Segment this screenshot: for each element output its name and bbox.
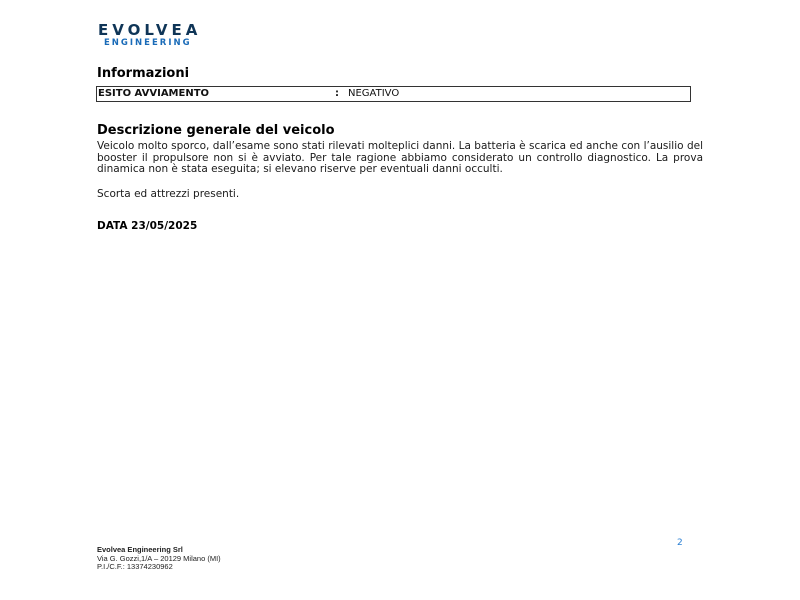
logo-subtitle: ENGINEERING: [104, 38, 192, 48]
page-number: 2: [677, 538, 683, 548]
info-value: NEGATIVO: [348, 88, 400, 99]
description-note: Scorta ed attrezzi presenti.: [97, 188, 240, 200]
description-section-title: Descrizione generale del veicolo: [97, 123, 335, 138]
footer: [97, 546, 221, 572]
footer-vat: P.I./C.F.: 13374230962: [97, 562, 173, 572]
company-logo: [98, 22, 222, 48]
description-paragraph: Veicolo molto sporco, dall’esame sono stati rilevati molteplici danni. La batteria è scarica ed anche con l’ausilio del booster il propulsore non si è avviato. Per tale ragione abbiamo considerato un controllo diagnostico. La prova dinamica non è stata eseguita; si elevano riserve per eventuali danni occulti.: [97, 140, 703, 176]
info-label: ESITO AVVIAMENTO: [98, 88, 210, 99]
report-date: DATA 23/05/2025: [97, 220, 198, 232]
logo-wordmark: EVOLVEA: [98, 21, 202, 39]
info-table: [96, 86, 691, 102]
info-colon: :: [335, 88, 339, 99]
info-section-title: Informazioni: [97, 66, 190, 81]
footer-address: Via G. Gozzi,1/A – 20129 Milano (MI): [97, 553, 221, 563]
footer-company-name: Evolvea Engineering Srl: [97, 545, 183, 554]
